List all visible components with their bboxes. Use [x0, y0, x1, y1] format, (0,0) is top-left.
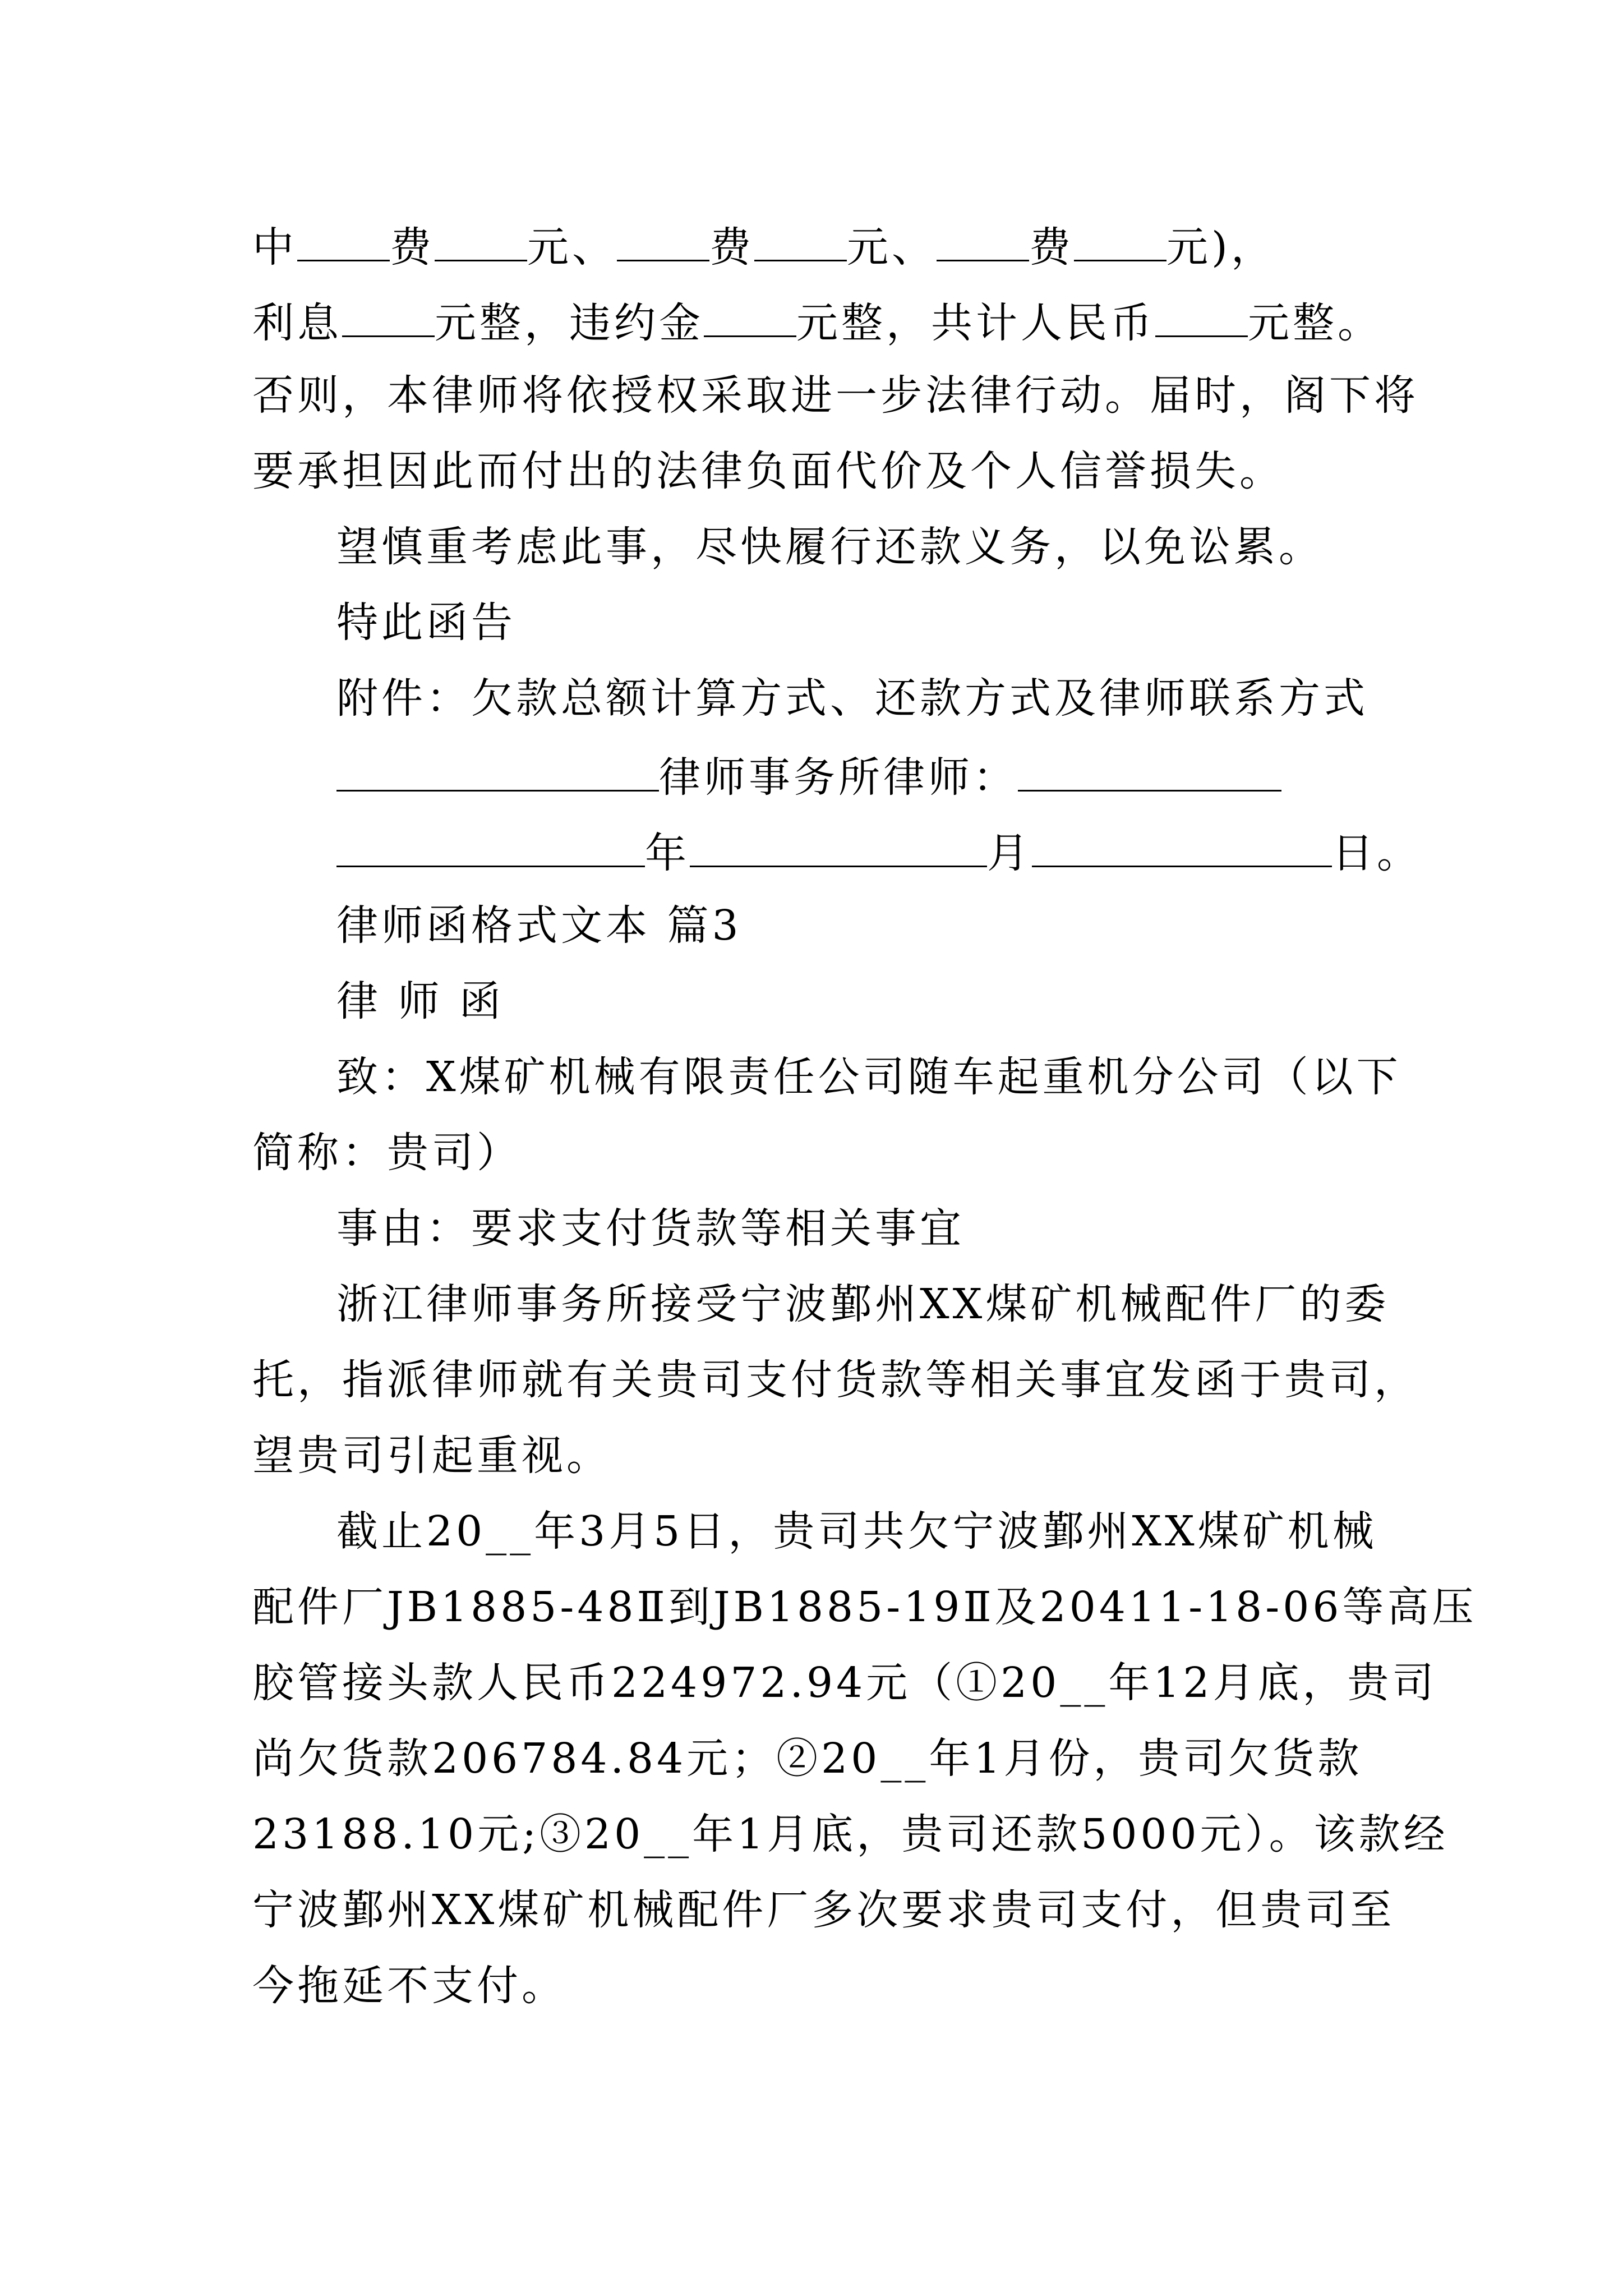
body-line: 望贵司引起重视。: [252, 1432, 611, 1480]
blank-field: [342, 292, 435, 337]
blank-field: [617, 216, 709, 261]
blank-field: [435, 216, 527, 261]
recipient-line: 简称：贵司）: [252, 1129, 522, 1177]
text-segment: 费: [1029, 223, 1074, 272]
text-segment: 元整，违约金: [435, 299, 704, 347]
text-segment: 元、: [527, 223, 617, 272]
blank-field: [336, 746, 659, 792]
closing-line: 特此函告: [336, 599, 516, 647]
blank-field: [1074, 216, 1166, 261]
blank-field: [704, 292, 796, 337]
text-segment: 中: [252, 223, 297, 272]
date-line: [336, 822, 1422, 881]
blank-field: [1018, 746, 1281, 792]
text-segment: 年: [645, 829, 690, 877]
body-line: 今拖延不支付。: [252, 1962, 566, 2010]
text-segment: 月: [987, 829, 1032, 877]
blank-field: [690, 822, 987, 867]
blank-field: [1032, 822, 1332, 867]
signature-line: [336, 746, 1281, 806]
fee-breakdown-line: [252, 216, 1276, 275]
body-line: 浙江律师事务所接受宁波鄞州XX煤矿机械配件厂的委: [336, 1280, 1390, 1328]
subject-line: 事由：要求支付货款等相关事宜: [336, 1204, 965, 1253]
text-segment: 元)，: [1166, 223, 1276, 272]
text-segment: 元整，共计人民币: [796, 299, 1155, 347]
section-heading: 律师函格式文本 篇3: [336, 901, 742, 950]
letter-title: 律 师 函: [336, 977, 505, 1025]
body-line: 托，指派律师就有关贵司支付货款等相关事宜发函于贵司，: [252, 1356, 1419, 1404]
text-segment: 日。: [1332, 829, 1422, 877]
text-segment: 元、: [847, 223, 937, 272]
text-segment: 律师事务所律师：: [659, 753, 1018, 802]
blank-field: [754, 216, 847, 261]
recipient-line: 致：X煤矿机械有限责任公司随车起重机分公司（以下: [336, 1053, 1401, 1101]
blank-field: [297, 216, 390, 261]
text-segment: 元整。: [1248, 299, 1382, 347]
attachment-line: 附件：欠款总额计算方式、还款方式及律师联系方式: [336, 674, 1368, 723]
body-line: 配件厂JB1885-48Ⅱ到JB1885-19Ⅱ及20411-18-06等高压: [252, 1583, 1477, 1631]
body-line: 截止20__年3月5日，贵司共欠宁波鄞州XX煤矿机械: [336, 1507, 1377, 1556]
body-line: 胶管接头款人民币224972.94元（①20__年12月底，贵司: [252, 1659, 1437, 1707]
text-segment: 费: [709, 223, 754, 272]
body-line: 否则，本律师将依授权采取进一步法律行动。届时，阁下将: [252, 371, 1419, 420]
body-line: 23188.10元;③20__年1月底，贵司还款5000元）。该款经: [252, 1810, 1449, 1858]
blank-field: [1155, 292, 1248, 337]
body-line: 望慎重考虑此事，尽快履行还款义务，以免讼累。: [336, 523, 1324, 571]
text-segment: 费: [390, 223, 435, 272]
body-line: 宁波鄞州XX煤矿机械配件厂多次要求贵司支付，但贵司至: [252, 1886, 1395, 1934]
blank-field: [937, 216, 1029, 261]
body-line: 尚欠货款206784.84元；②20__年1月份，贵司欠货款: [252, 1734, 1363, 1783]
interest-total-line: [252, 292, 1382, 351]
body-line: 要承担因此而付出的法律负面代价及个人信誉损失。: [252, 447, 1284, 495]
blank-field: [336, 822, 645, 867]
text-segment: 利息: [252, 299, 342, 347]
